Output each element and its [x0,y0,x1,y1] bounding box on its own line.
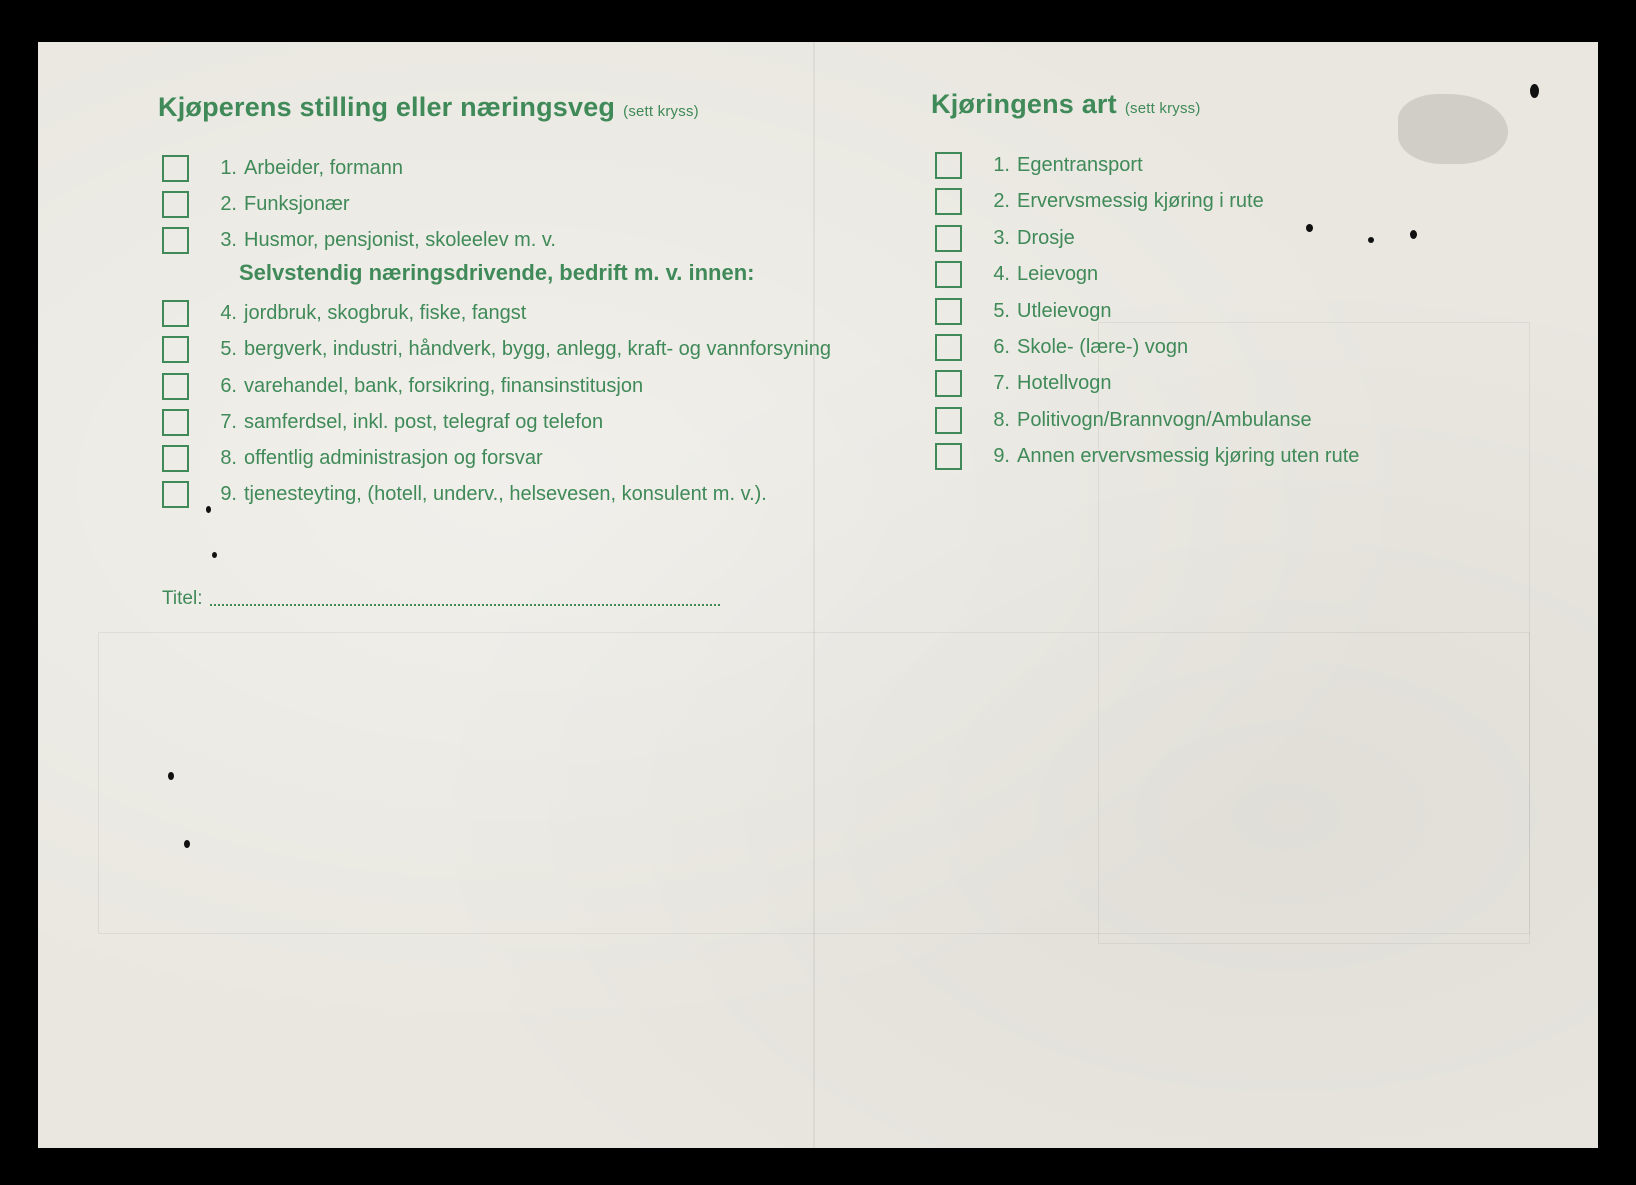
checkbox-politivogn[interactable] [935,407,962,434]
option-number: 3. [220,228,237,251]
paper-fold [813,42,815,1148]
form-paper [38,42,1598,1148]
option-number: 8. [993,408,1010,431]
buyer-option-6[interactable] [162,369,643,403]
buyer-title-text: Kjøperens stilling eller næringsveg [158,92,616,122]
punch-hole-mark [206,506,211,513]
option-number: 7. [220,410,237,433]
option-label: samferdsel, inkl. post, telegraf og telefon [244,410,604,433]
option-number: 8. [220,446,237,469]
driving-option-8[interactable] [935,403,1312,437]
driving-option-7[interactable] [935,366,1112,400]
titel-dotted-line[interactable] [210,604,720,606]
option-number: 6. [220,374,237,397]
checkbox-arbeider[interactable] [162,155,189,182]
punch-hole-mark [1306,224,1313,232]
driving-option-9[interactable] [935,439,1359,473]
option-label: Annen ervervsmessig kjøring uten rute [1017,444,1360,467]
option-number: 9. [220,482,237,505]
driving-option-2[interactable] [935,184,1264,218]
buyer-option-9[interactable] [162,477,767,511]
option-number: 5. [993,299,1010,322]
checkbox-egentransport[interactable] [935,152,962,179]
driving-option-1[interactable] [935,148,1143,182]
buyer-option-7[interactable] [162,405,603,439]
buyer-option-1[interactable] [162,151,403,185]
checkbox-varehandel[interactable] [162,373,189,400]
driving-title-text: Kjøringens art [931,89,1117,119]
option-label: Egentransport [1017,153,1143,176]
buyer-option-8[interactable] [162,441,543,475]
titel-field[interactable] [162,588,720,610]
option-number: 1. [993,153,1010,176]
option-label: Politivogn/Brannvogn/Ambulanse [1017,408,1312,431]
buyer-title-note: (sett kryss) [623,103,699,120]
option-label: Skole- (lære-) vogn [1017,335,1189,358]
buyer-option-4[interactable] [162,296,526,330]
checkbox-leievogn[interactable] [935,261,962,288]
checkbox-utleievogn[interactable] [935,298,962,325]
business-subheading: Selvstendig næringsdrivende, bedrift m. v. innen: [239,260,755,285]
driving-section-title [931,89,1201,120]
option-label: Drosje [1017,226,1075,249]
checkbox-hotellvogn[interactable] [935,370,962,397]
checkbox-samferdsel[interactable] [162,409,189,436]
option-label: offentlig administrasjon og forsvar [244,446,543,469]
option-number: 4. [220,301,237,324]
checkbox-bergverk[interactable] [162,336,189,363]
checkbox-skolevogn[interactable] [935,334,962,361]
buyer-option-5[interactable] [162,332,831,366]
driving-option-6[interactable] [935,330,1188,364]
option-number: 2. [993,189,1010,212]
option-label: varehandel, bank, forsikring, finansinstitusjon [244,374,644,397]
punch-hole-mark [1368,237,1374,243]
punch-hole-mark [168,772,174,780]
option-number: 2. [220,192,237,215]
option-label: Husmor, pensjonist, skoleelev m. v. [244,228,556,251]
option-label: Leievogn [1017,262,1099,285]
option-number: 3. [993,226,1010,249]
option-label: tjenesteyting, (hotell, underv., helsevesen, konsulent m. v.). [244,482,767,505]
checkbox-ervervsmessig-rute[interactable] [935,188,962,215]
option-number: 1. [220,156,237,179]
option-label: Ervervsmessig kjøring i rute [1017,189,1264,212]
option-label: Utleievogn [1017,299,1112,322]
titel-label: Titel: [162,588,203,609]
checkbox-annen-ervervsmessig[interactable] [935,443,962,470]
checkbox-jordbruk[interactable] [162,300,189,327]
option-label: Arbeider, formann [244,156,403,179]
driving-title-note: (sett kryss) [1124,100,1201,117]
checkbox-drosje[interactable] [935,225,962,252]
option-number: 5. [220,337,237,360]
punch-hole-mark [1410,230,1417,239]
option-label: Hotellvogn [1017,371,1112,394]
option-number: 7. [993,371,1010,394]
checkbox-tjenesteyting[interactable] [162,481,189,508]
checkbox-funksjonaer[interactable] [162,191,189,218]
option-number: 9. [993,444,1010,467]
buyer-option-3[interactable] [162,223,556,257]
checkbox-husmor[interactable] [162,227,189,254]
punch-hole-mark [1530,84,1539,98]
option-label: bergverk, industri, håndverk, bygg, anlegg, kraft- og vannforsyning [244,337,831,360]
option-number: 4. [993,262,1010,285]
punch-hole-mark [184,840,190,848]
paper-tear-mark [1398,94,1508,164]
option-label: Funksjonær [244,192,350,215]
driving-option-4[interactable] [935,257,1098,291]
option-label: jordbruk, skogbruk, fiske, fangst [244,301,527,324]
driving-option-5[interactable] [935,294,1112,328]
checkbox-offentlig[interactable] [162,445,189,472]
option-number: 6. [993,335,1010,358]
buyer-option-2[interactable] [162,187,350,221]
buyer-section-title [158,92,699,123]
driving-option-3[interactable] [935,221,1075,255]
punch-hole-mark [212,552,217,558]
